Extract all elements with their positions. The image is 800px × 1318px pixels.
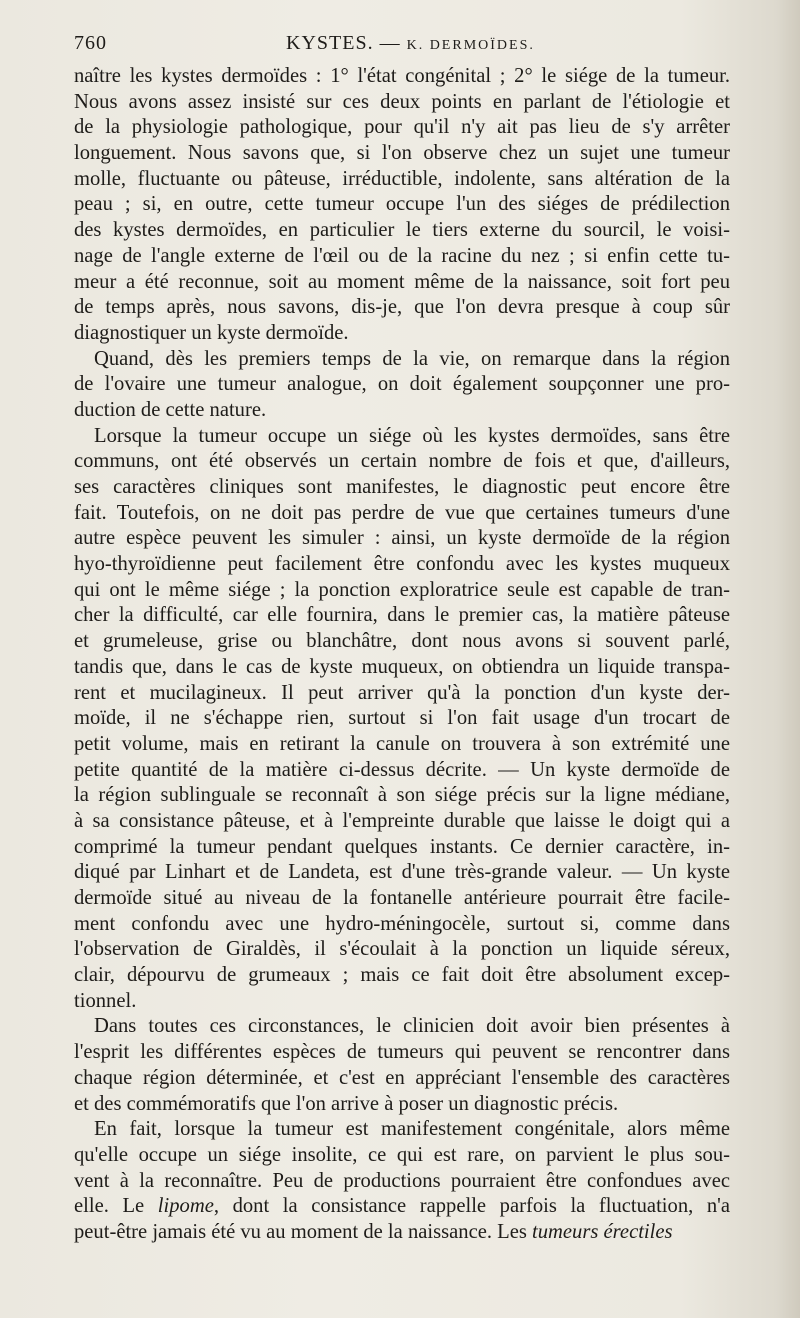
text-line: l'esprit les différentes espèces de tumeurs qui peuvent se rencontrer dans: [74, 1041, 730, 1064]
text-line: longuement. Nous savons que, si l'on observe chez un sujet une tumeur: [74, 142, 730, 165]
running-head: [286, 32, 535, 55]
text-line: Nous avons assez insisté sur ces deux points en parlant de l'étiologie et: [74, 90, 730, 113]
text-line: et grumeleuse, grise ou blanchâtre, dont nous avons si souvent parlé,: [74, 630, 730, 653]
text-line: diqué par Linhart et de Landeta, est d'une très-grande valeur. — Un kyste: [74, 861, 730, 884]
text-line: autre espèce peuvent les simuler : ainsi, un kyste dermoïde de la région: [74, 527, 730, 550]
text-line: de l'ovaire une tumeur analogue, on doit également soupçonner une pro-: [74, 373, 730, 396]
text-line: fait. Toutefois, on ne doit pas perdre de vue que certaines tumeurs d'une: [74, 501, 730, 524]
text-line: cher la difficulté, car elle fournira, dans le premier cas, la matière pâteuse: [74, 604, 730, 627]
text-line: En fait, lorsque la tumeur est manifestement congénitale, alors même: [94, 1118, 730, 1141]
text-line: Quand, dès les premiers temps de la vie, on remarque dans la région: [94, 347, 730, 370]
text-line: meur a été reconnue, soit au moment même de la naissance, soit fort peu: [74, 270, 730, 293]
text-line: nage de l'angle externe de l'œil ou de la racine du nez ; si enfin cette tu-: [74, 244, 730, 267]
paragraph: [74, 1117, 730, 1245]
text-line: molle, fluctuante ou pâteuse, irréductible, indolente, sans altération de la: [74, 167, 730, 190]
text-line: qui ont le même siége ; la ponction exploratrice seule est capable de tran-: [74, 578, 730, 601]
paragraph: [74, 1014, 730, 1117]
text-line: de la physiologie pathologique, pour qu'il n'y ait pas lieu de s'y arrêter: [74, 116, 730, 139]
text-line: de temps après, nous savons, dis-je, que l'on devra presque à coup sûr: [74, 296, 730, 319]
paragraph: [74, 424, 730, 1015]
text-line: chaque région déterminée, et c'est en appréciant l'ensemble des caractères: [74, 1066, 730, 1089]
text-line: hyo-thyroïdienne peut facilement être confondu avec les kystes muqueux: [74, 553, 730, 576]
text-line: petit volume, mais en retirant la canule on trouvera à son extrémité une: [74, 732, 730, 755]
paragraph: [74, 347, 730, 424]
text-line: moïde, il ne s'échappe rien, surtout si l'on fait usage d'un trocart de: [74, 707, 730, 730]
text-line: tionnel.: [74, 989, 137, 1012]
text-line: à sa consistance pâteuse, et à l'empreinte durable que laisse le doigt qui a: [74, 809, 730, 832]
running-head-subtitle: K. DERMOÏDES.: [406, 38, 535, 53]
text-line: des kystes dermoïdes, en particulier le tiers externe du sourcil, le voisi-: [74, 219, 730, 242]
text-line: l'observation de Giraldès, il s'écoulait à la ponction un liquide séreux,: [74, 938, 730, 961]
text-line: Lorsque la tumeur occupe un siége où les kystes dermoïdes, sans être: [94, 424, 730, 447]
text-line: ses caractères cliniques sont manifestes, le diagnostic peut encore être: [74, 476, 730, 498]
text-line: ment confondu avec une hydro-méningocèle, surtout si, comme dans: [74, 912, 730, 935]
text-line: peut-être jamais été vu au moment de la naissance. Les tumeurs érectiles: [74, 1220, 673, 1243]
text-line: Dans toutes ces circonstances, le clinicien doit avoir bien présentes à: [94, 1015, 730, 1038]
body-text: [74, 64, 730, 1246]
text-line: duction de cette nature.: [74, 398, 267, 421]
text-line: qu'elle occupe un siége insolite, ce qui est rare, on parvient le plus sou-: [74, 1143, 730, 1166]
text-line: comprimé la tumeur pendant quelques instants. Ce dernier caractère, in-: [74, 835, 730, 858]
running-head-title: KYSTES.: [286, 32, 374, 54]
text-line: diagnostiquer un kyste dermoïde.: [74, 321, 349, 344]
text-line: vent à la reconnaître. Peu de productions pourraient être confondues avec: [74, 1169, 730, 1192]
paragraph: [74, 64, 730, 347]
text-line: naître les kystes dermoïdes : 1° l'état congénital ; 2° le siége de la tumeur.: [74, 65, 730, 87]
text-line: dermoïde situé au niveau de la fontanelle antérieure pourrait être facile-: [74, 887, 730, 909]
text-line: communs, ont été observés un certain nombre de fois et que, d'ailleurs,: [74, 450, 730, 473]
text-line: et des commémoratifs que l'on arrive à poser un diagnostic précis.: [74, 1092, 619, 1115]
running-head-separator: —: [379, 32, 401, 54]
page-header: [74, 30, 734, 60]
text-line: elle. Le lipome, dont la consistance rappelle parfois la fluctuation, n'a: [74, 1195, 731, 1218]
text-line: tandis que, dans le cas de kyste muqueux, on obtiendra un liquide transpa-: [74, 655, 730, 678]
text-line: peau ; si, en outre, cette tumeur occupe l'un des siéges de prédilection: [74, 193, 730, 216]
text-line: rent et mucilagineux. Il peut arriver qu'à la ponction d'un kyste der-: [74, 681, 730, 704]
text-line: la région sublinguale se reconnaît à son siége précis sur la ligne médiane,: [74, 784, 730, 807]
page-number: 760: [74, 32, 107, 54]
text-line: clair, dépourvu de grumeaux ; mais ce fait doit être absolument excep-: [74, 964, 730, 987]
text-line: petite quantité de la matière ci-dessus décrite. — Un kyste dermoïde de: [74, 758, 730, 781]
